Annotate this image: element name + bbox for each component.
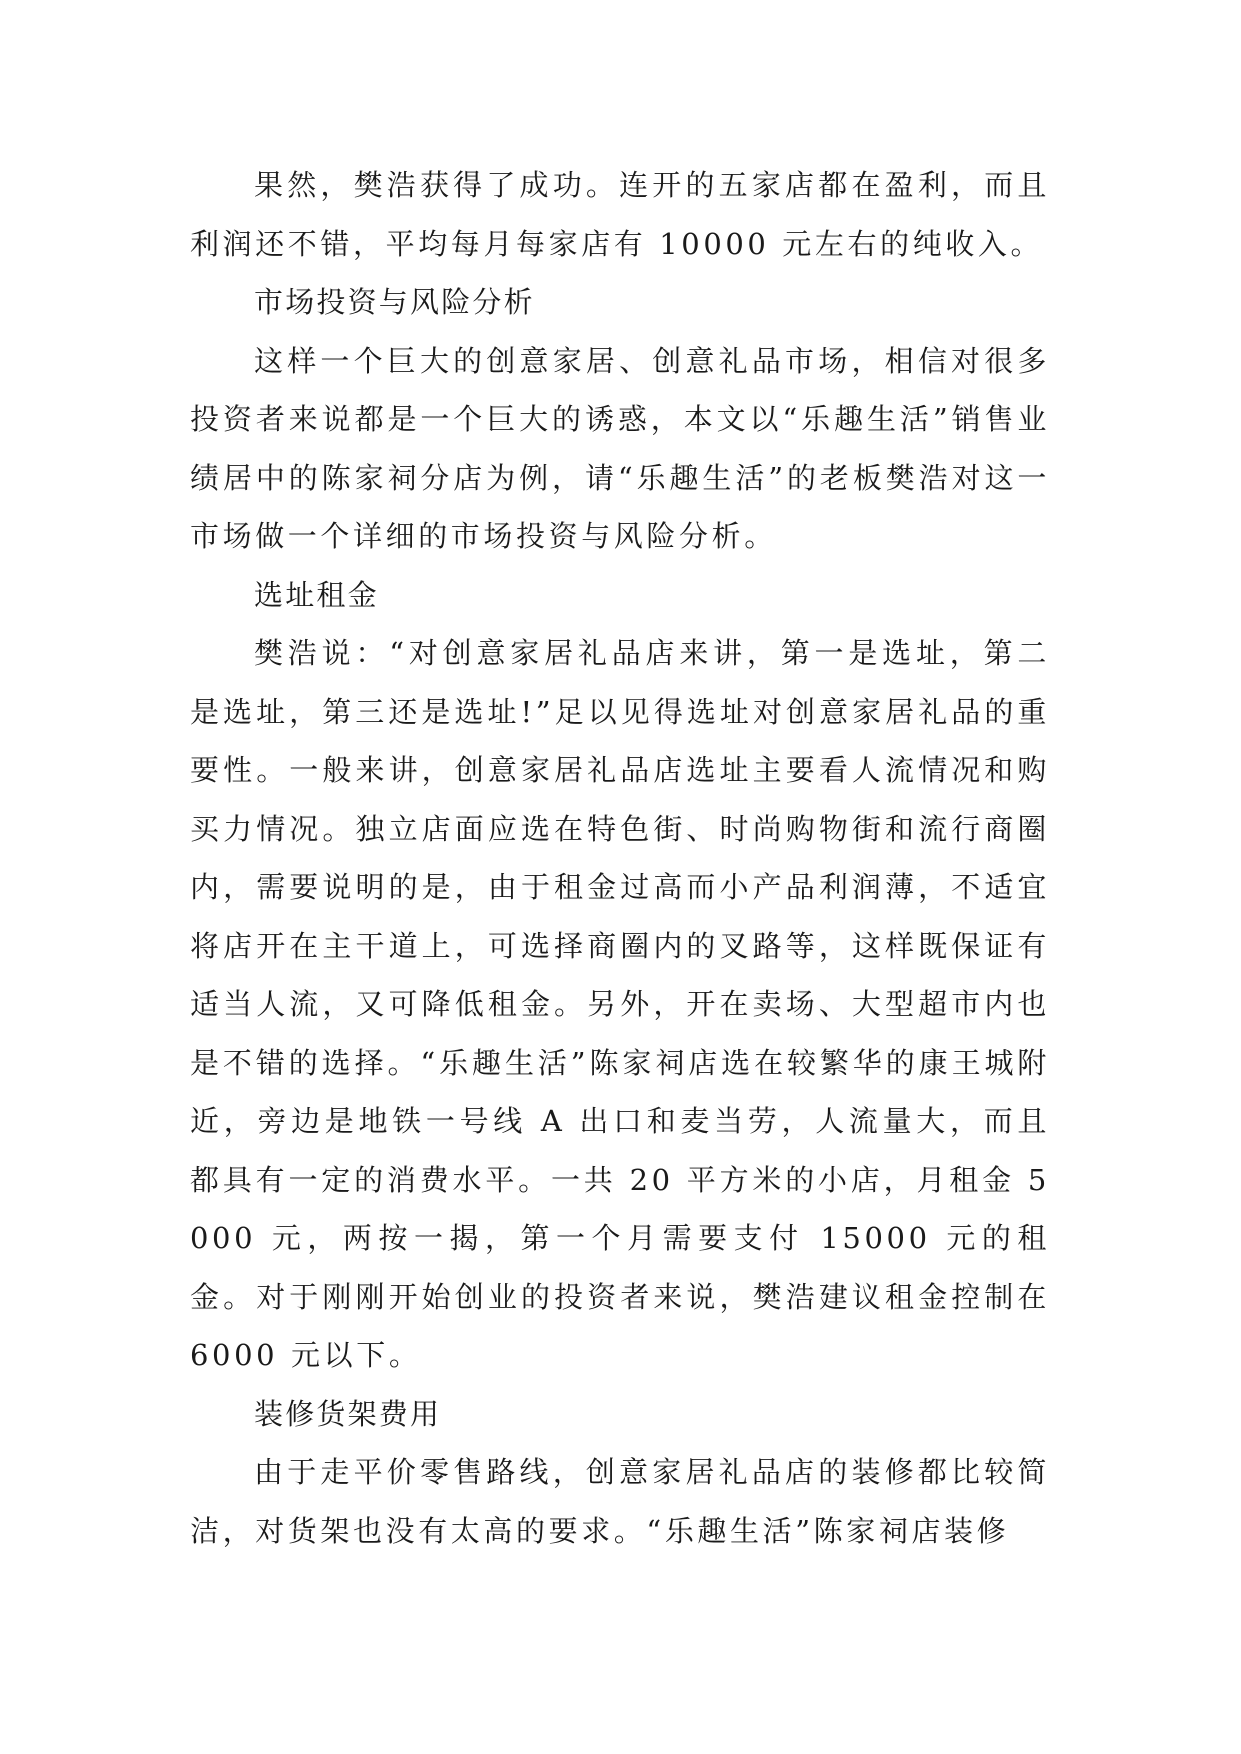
paragraph-location-rent: 樊浩说：“对创意家居礼品店来讲，第一是选址，第二是选址，第三还是选址!”足以见得选址对创意家居礼品的重要性。一般来讲，创意家居礼品店选址主要看人流情况和购买力情况。独立店面应选在特色街、时尚购物街和流行商圈内，需要说明的是，由于租金过高而小产品利润薄，不适宜将店开在主干道上，可选择商圈内的叉路等，这样既保证有适当人流，又可降低租金。另外，开在卖场、大型超市内也是不错的选择。“乐趣生活”陈家祠店选在较繁华的康王城附近，旁边是地铁一号线 A 出口和麦当劳，人流量大，而且都具有一定的消费水平。一共 20 平方米的小店，月租金 5000 元，两按一揭，第一个月需要支付 15000 元的租金。对于刚刚开始创业的投资者来说，樊浩建议租金控制在 6000 元以下。 [190,636,1050,1372]
paragraph-market-intro: 这样一个巨大的创意家居、创意礼品市场，相信对很多投资者来说都是一个巨大的诱惑，本文以“乐趣生活”销售业绩居中的陈家祠分店为例，请“乐趣生活”的老板樊浩对这一市场做一个详细的市场投资与风险分析。 [190,343,1050,553]
section-heading-location-rent: 选址租金 [254,577,379,612]
section-heading-decoration-cost: 装修货架费用 [254,1396,442,1431]
document-body [190,156,1050,1560]
paragraph-decoration-cost: 由于走平价零售路线，创意家居礼品店的装修都比较简洁，对货架也没有太高的要求。“乐趣生活”陈家祠店装修 [190,1455,1050,1548]
section-heading-market-analysis: 市场投资与风险分析 [254,285,535,319]
paragraph-success: 果然，樊浩获得了成功。连开的五家店都在盈利，而且利润还不错，平均每月每家店有 10000 元左右的纯收入。 [190,168,1050,261]
